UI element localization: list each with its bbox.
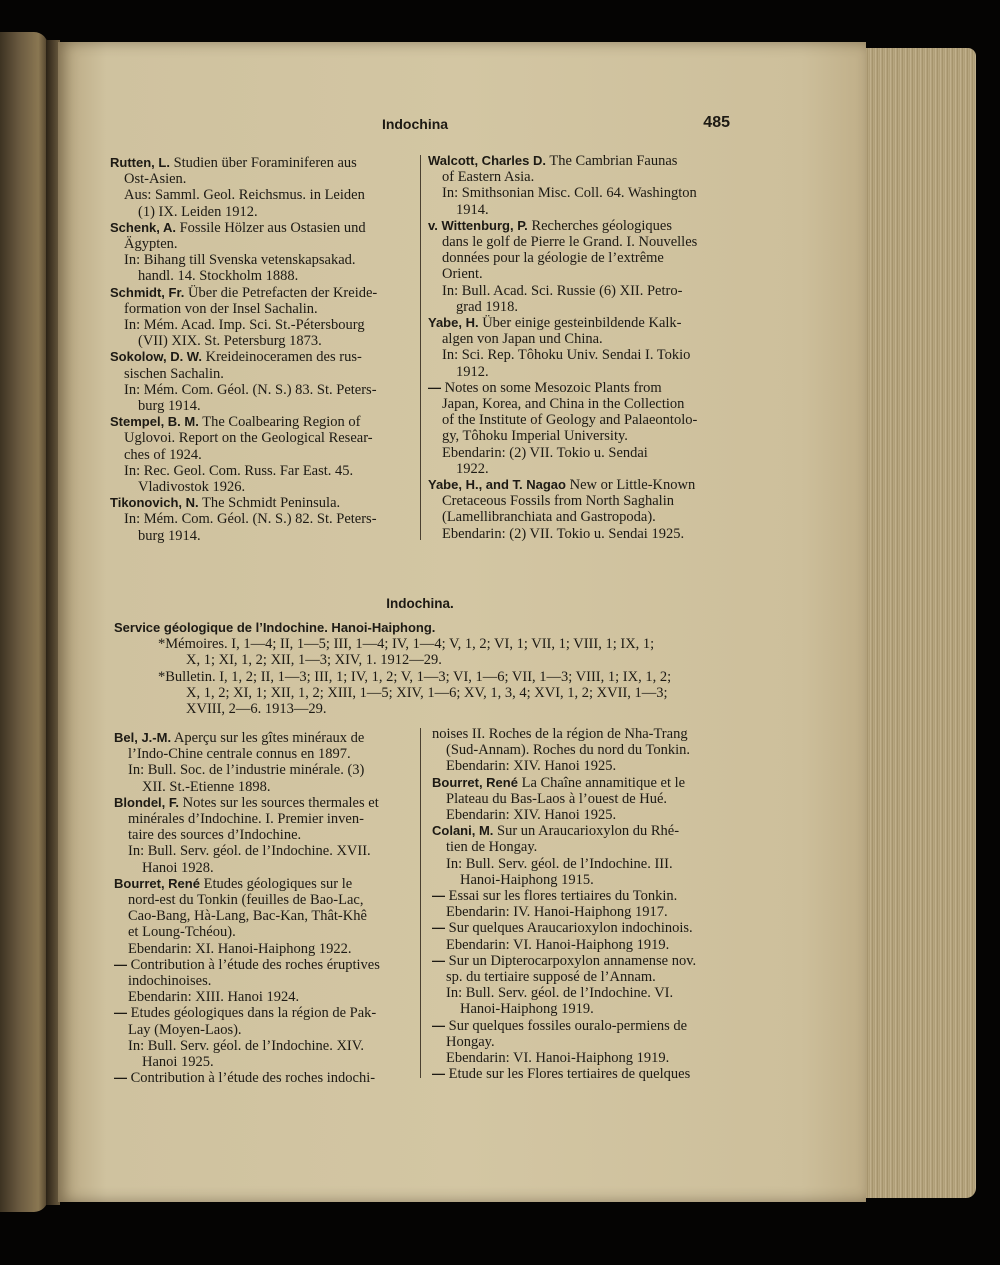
- title-line: Cretaceous Fossils from North Saghalin: [442, 493, 674, 510]
- title-text: La Chaîne annamitique et le: [521, 774, 686, 791]
- title-line: indochinoises.: [128, 973, 212, 990]
- author-name: Bel, J.-M.: [114, 730, 172, 745]
- bibliography-entry: [432, 775, 737, 824]
- entry-first-line: [428, 315, 733, 331]
- entry-first-line: [114, 730, 414, 746]
- column-top-left: [110, 155, 410, 544]
- entry-first-line: [114, 1005, 414, 1021]
- author-name: —: [432, 952, 445, 968]
- title-text: Notes on some Mesozoic Plants from: [444, 379, 662, 396]
- entry-first-line: [114, 1070, 414, 1086]
- author-name: —: [114, 1070, 127, 1086]
- title-text: Contribution à l’étude des roches éruptives: [130, 956, 380, 973]
- title-text: Etudes géologiques sur le: [203, 875, 353, 892]
- bibliography-entry: [110, 155, 410, 220]
- column-bottom-left: [114, 730, 414, 1086]
- publication-line: (VII) XIX. St. Petersburg 1873.: [138, 333, 322, 350]
- publication-line: Ebendarin: (2) VII. Tokio u. Sendai 1925.: [442, 525, 685, 542]
- author-name: —: [432, 1017, 445, 1033]
- entry-first-line: [428, 380, 733, 396]
- column-divider-bottom: [420, 728, 421, 1078]
- publication-line: In: Bull. Acad. Sci. Russie (6) XII. Petro-: [442, 282, 683, 299]
- entry-first-line: [110, 220, 410, 236]
- publication-line: Hanoi 1928.: [142, 859, 214, 876]
- author-name: v. Wittenburg, P.: [428, 217, 528, 233]
- title-text: New or Little-Known: [569, 477, 696, 494]
- bibliography-entry: [432, 1018, 737, 1067]
- author-name: Rutten, L.: [110, 155, 170, 170]
- title-line: Uglovoi. Report on the Geological Resear-: [124, 430, 373, 447]
- entry-first-line: [110, 349, 410, 365]
- publication-line: Ebendarin: XI. Hanoi-Haiphong 1922.: [128, 940, 352, 957]
- author-name: Bourret, René: [432, 774, 518, 790]
- bulletin-line: XVIII, 2—6. 1913—29.: [186, 701, 327, 718]
- publication-line: burg 1914.: [138, 527, 201, 544]
- author-name: —: [428, 379, 441, 395]
- entry-first-line: [114, 957, 414, 973]
- publication-line: Ebendarin: VI. Hanoi-Haiphong 1919.: [446, 936, 670, 953]
- entry-first-line: [428, 153, 733, 169]
- title-text: Aperçu sur les gîtes minéraux de: [173, 730, 365, 746]
- entry-first-line: [432, 888, 737, 904]
- entry-first-line: [428, 477, 733, 493]
- title-line: algen von Japan und China.: [442, 331, 603, 348]
- title-line: dans le golf de Pierre le Grand. I. Nouvelles: [442, 234, 698, 251]
- publication-line: In: Mém. Com. Géol. (N. S.) 82. St. Peters-: [124, 511, 377, 528]
- section-heading: Indochina.: [386, 596, 454, 611]
- entry-first-line: [110, 285, 410, 301]
- column-divider-top: [420, 155, 421, 540]
- author-name: Sokolow, D. W.: [110, 349, 202, 365]
- title-line: (Lamellibranchiata and Gastropoda).: [442, 509, 656, 526]
- memoires-line: *Mémoires. I, 1—4; II, 1—5; III, 1—4; IV, 1—4; V, 1, 2; VI, 1; VII, 1; VIII, 1; IX, 1;: [158, 636, 655, 653]
- author-name: Schenk, A.: [110, 219, 176, 235]
- publication-line: In: Mém. Acad. Imp. Sci. St.-Pétersbourg: [124, 317, 365, 334]
- column-bottom-right: [432, 726, 737, 1082]
- title-text: The Cambrian Faunas: [549, 153, 678, 169]
- author-name: Bourret, René: [114, 875, 200, 891]
- bibliography-entry: [428, 477, 733, 542]
- entry-first-line: [110, 414, 410, 430]
- title-text: Sur quelques fossiles ouralo-permiens de: [448, 1017, 688, 1034]
- running-title: Indochina: [381, 116, 449, 132]
- bibliography-entry: [110, 220, 410, 285]
- title-line: Hongay.: [446, 1033, 495, 1050]
- publication-line: In: Bull. Serv. géol. de l’Indochine. III.: [446, 855, 673, 872]
- entry-first-line: [110, 495, 410, 511]
- author-name: Yabe, H.: [428, 315, 479, 331]
- title-line: et Loung-Tchéou).: [128, 924, 236, 941]
- title-line: Orient.: [442, 266, 483, 283]
- title-line: Ost-Asien.: [124, 171, 187, 188]
- author-name: Tikonovich, N.: [110, 495, 199, 511]
- title-text: Etudes géologiques dans la région de Pak-: [130, 1005, 377, 1022]
- publication-line: Hanoi 1925.: [142, 1054, 214, 1071]
- left-page-edge: [0, 32, 48, 1212]
- publication-line: XII. St.-Etienne 1898.: [142, 778, 271, 795]
- bibliography-entry: [428, 153, 733, 218]
- service-entry: [114, 620, 734, 717]
- entry-first-line: [428, 218, 733, 234]
- column-top-right: [428, 153, 733, 542]
- title-line: Japan, Korea, and China in the Collection: [442, 396, 685, 413]
- bibliography-entry: [114, 730, 414, 795]
- title-line: noises II. Roches de la région de Nha-Trang: [432, 726, 688, 742]
- bibliography-entry: [432, 920, 737, 952]
- publication-line: handl. 14. Stockholm 1888.: [138, 268, 299, 285]
- title-line: tien de Hongay.: [446, 839, 538, 856]
- title-text: Contribution à l’étude des roches indochi-: [130, 1070, 376, 1087]
- publication-line: In: Sci. Rep. Tôhoku Univ. Sendai I. Tokio: [442, 347, 691, 364]
- publication-line: Ebendarin: IV. Hanoi-Haiphong 1917.: [446, 904, 668, 921]
- publication-line: In: Mém. Com. Géol. (N. S.) 83. St. Peters-: [124, 381, 377, 398]
- bulletin-line: X, 1, 2; XI, 1; XII, 1, 2; XIII, 1—5; XIV, 1—6; XV, 1, 3, 4; XVI, 1, 2; XVII, 1—3;: [186, 684, 668, 701]
- entry-first-line: [432, 1018, 737, 1034]
- bibliography-entry: [110, 495, 410, 544]
- title-line: Plateau du Bas-Laos à l’ouest de Hué.: [446, 790, 668, 807]
- bibliography-entry: [114, 1005, 414, 1070]
- title-line: sp. du tertiaire supposé de l’Annam.: [446, 969, 656, 986]
- title-line: of the Institute of Geology and Palaeontolo-: [442, 412, 698, 429]
- author-name: Walcott, Charles D.: [428, 153, 546, 168]
- publication-line: Ebendarin: VI. Hanoi-Haiphong 1919.: [446, 1050, 670, 1067]
- title-text: Kreideinoceramen des rus-: [205, 349, 362, 366]
- publication-line: Ebendarin: (2) VII. Tokio u. Sendai: [442, 444, 648, 461]
- author-name: Schmidt, Fr.: [110, 284, 185, 300]
- publication-line: 1922.: [456, 460, 489, 477]
- publication-line: Aus: Samml. Geol. Reichsmus. in Leiden: [124, 187, 365, 204]
- publication-line: Ebendarin: XIV. Hanoi 1925.: [446, 758, 617, 775]
- title-text: The Schmidt Peninsula.: [201, 495, 341, 512]
- title-line: Lay (Moyen-Laos).: [128, 1021, 242, 1038]
- publication-line: Ebendarin: XIV. Hanoi 1925.: [446, 807, 617, 824]
- entry-first-line: [432, 920, 737, 936]
- author-name: —: [114, 956, 127, 972]
- author-name: Yabe, H., and T. Nagao: [428, 477, 566, 493]
- title-text: Recherches géologiques: [531, 217, 672, 234]
- publication-line: 1914.: [456, 201, 489, 218]
- bibliography-entry: [110, 414, 410, 495]
- title-line: taire des sources d’Indochine.: [128, 827, 302, 844]
- publication-line: In: Bull. Serv. géol. de l’Indochine. XIV.: [128, 1037, 364, 1054]
- title-text: Sur quelques Araucarioxylon indochinois.: [448, 920, 693, 937]
- title-text: Über die Petrefacten der Kreide-: [188, 284, 378, 301]
- title-line: formation von der Insel Sachalin.: [124, 300, 318, 317]
- author-name: Stempel, B. M.: [110, 414, 199, 430]
- title-text: Etude sur les Flores tertiaires de quelques: [448, 1066, 691, 1083]
- title-text: Fossile Hölzer aus Ostasien und: [179, 219, 366, 236]
- title-line: Ägypten.: [124, 236, 178, 253]
- entry-first-line: [110, 155, 410, 171]
- title-text: The Coalbearing Region of: [202, 414, 361, 431]
- entry-first-line: [114, 795, 414, 811]
- publication-line: In: Smithsonian Misc. Coll. 64. Washington: [442, 185, 697, 202]
- bibliography-entry: [114, 795, 414, 876]
- publication-line: Hanoi-Haiphong 1919.: [460, 1001, 594, 1018]
- bibliography-entry: [432, 953, 737, 1018]
- publication-line: In: Bull. Soc. de l’industrie minérale. (3): [128, 762, 365, 779]
- publication-line: burg 1914.: [138, 398, 201, 415]
- page-stack-edge: [864, 48, 976, 1198]
- author-name: —: [432, 888, 445, 904]
- publication-line: Vladivostok 1926.: [138, 479, 246, 496]
- bibliography-entry: [114, 876, 414, 957]
- title-text: Sur un Dipterocarpoxylon annamense nov.: [448, 952, 697, 969]
- title-line: of Eastern Asia.: [442, 169, 535, 186]
- title-text: Sur un Araucarioxylon du Rhé-: [497, 823, 680, 840]
- bulletin-line: *Bulletin. I, 1, 2; II, 1—3; III, 1; IV, 1, 2; V, 1—3; VI, 1—6; VII, 1—3; VIII, 1; IX, 1, 2;: [158, 668, 672, 685]
- service-title: Service géologique de l’Indochine. Hanoi-Haiphong.: [114, 620, 436, 635]
- bibliography-entry: [110, 349, 410, 414]
- bibliography-entry: [110, 285, 410, 350]
- title-line: ches of 1924.: [124, 446, 202, 463]
- title-text: Notes sur les sources thermales et: [182, 794, 379, 811]
- publication-line: Hanoi-Haiphong 1915.: [460, 871, 594, 888]
- title-line: Cao-Bang, Hà-Lang, Bac-Kan, Thât-Khê: [128, 908, 367, 925]
- title-text: Essai sur les flores tertiaires du Tonkin.: [448, 888, 678, 905]
- entry-first-line: [432, 775, 737, 791]
- bibliography-entry: [114, 1070, 414, 1086]
- title-line: (Sud-Annam). Roches du nord du Tonkin.: [446, 742, 690, 759]
- bibliography-entry: [428, 315, 733, 380]
- author-name: Colani, M.: [432, 823, 494, 839]
- title-line: données pour la géologie de l’extrême: [442, 250, 664, 267]
- bibliography-entry: [432, 726, 737, 775]
- publication-line: grad 1918.: [456, 298, 519, 315]
- author-name: —: [114, 1005, 127, 1021]
- memoires-line: X, 1; XI, 1, 2; XII, 1—3; XIV, 1. 1912—29.: [186, 652, 442, 669]
- bibliography-entry: [428, 218, 733, 315]
- title-line: minérales d’Indochine. I. Premier inven-: [128, 811, 364, 828]
- entry-first-line: [432, 953, 737, 969]
- author-name: —: [432, 1066, 445, 1082]
- entry-first-line: [432, 1066, 737, 1082]
- bibliography-entry: [432, 823, 737, 888]
- title-line: sischen Sachalin.: [124, 365, 224, 382]
- title-text: Über einige gesteinbildende Kalk-: [482, 315, 682, 332]
- publication-line: In: Rec. Geol. Com. Russ. Far East. 45.: [124, 462, 354, 479]
- bibliography-entry: [432, 1066, 737, 1082]
- author-name: Blondel, F.: [114, 794, 179, 810]
- publication-line: In: Bull. Serv. géol. de l’Indochine. XVII.: [128, 843, 371, 860]
- entry-first-line: [114, 876, 414, 892]
- publication-line: Ebendarin: XIII. Hanoi 1924.: [128, 989, 300, 1006]
- entry-first-line: [432, 823, 737, 839]
- bibliography-entry: [428, 380, 733, 477]
- publication-line: 1912.: [456, 363, 489, 380]
- title-line: nord-est du Tonkin (feuilles de Bao-Lac,: [128, 892, 364, 909]
- title-text: Studien über Foraminiferen aus: [173, 155, 357, 171]
- title-line: gy, Tôhoku Imperial University.: [442, 428, 628, 445]
- bibliography-entry: [432, 888, 737, 920]
- bibliography-entry: [114, 957, 414, 1006]
- publication-line: In: Bull. Serv. géol. de l’Indochine. VI.: [446, 985, 674, 1002]
- title-line: l’Indo-Chine centrale connus en 1897.: [128, 746, 351, 763]
- author-name: —: [432, 920, 445, 936]
- publication-line: In: Bihang till Svenska vetenskapsakad.: [124, 252, 356, 269]
- page-number: 485: [703, 114, 730, 131]
- publication-line: (1) IX. Leiden 1912.: [138, 203, 258, 220]
